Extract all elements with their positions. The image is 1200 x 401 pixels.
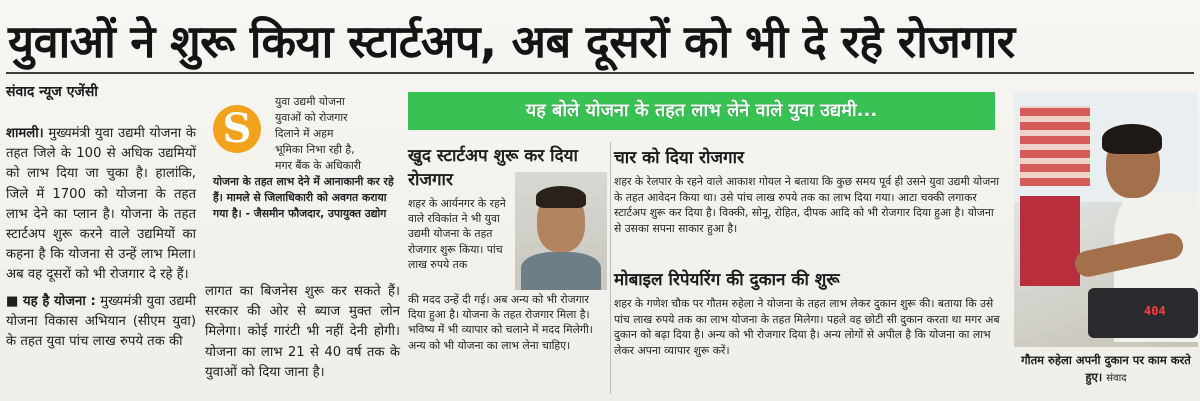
scheme-logo-icon: S [213, 105, 261, 153]
scheme-label: यह है योजना : [23, 293, 96, 309]
story3-heading: मोबाइल रिपेयरिंग की दुकान की शुरू [614, 270, 840, 290]
quote-line: युवाओं को रोजगार [275, 111, 348, 124]
photo-caption [1014, 352, 1198, 387]
headline: युवाओं ने शुरू किया स्टार्टअप, अब दूसरों को भी दे रहे रोजगार [8, 15, 1015, 68]
shop-photo [1014, 92, 1198, 347]
lead-column [6, 124, 196, 352]
machine-display: 404 [1144, 304, 1166, 318]
lead-text: मुख्यमंत्री युवा उद्यमी योजना के तहत जिले के 100 से अधिक उद्यमियों को लाभ दिया जा चुका है। हालांकि, जिले में 1700 को योजना के तहत लाभ देने का प्लान है। योजना के तहत स्टार्टअप शुरू करने वाले उद्यमियों का कहना है कि योजना से उन्हें लाभ मिला। अब वह दूसरों को भी रोजगार दे रहे हैं। [6, 126, 196, 283]
official-quote-box [205, 92, 400, 270]
photo-repair-machine [1088, 288, 1198, 338]
quote-rest: योजना के तहत लाभ देने में आनाकानी कर रहे हैं। मामले से जिलाधिकारी को अवगत कराया गया है। - जैसमीन फौजदार, उपायुक्त उद्योग [213, 175, 394, 220]
quote-line: दिलाने में अहम [275, 127, 334, 140]
caption-credit: संवाद [1106, 373, 1127, 384]
column-divider [610, 142, 611, 394]
ravikant-photo [515, 172, 607, 290]
byline: संवाद न्यूज एजेंसी [6, 84, 98, 100]
quote-line: युवा उद्यमी योजना [275, 95, 345, 108]
story2-text: शहर के रेलपार के रहने वाले आकाश गोयल ने बताया कि कुछ समय पूर्व ही उसने युवा उद्यमी योजना के तहत आवेदन किया था। उसे पांच लाख रुपये तक का लाभ दिया गया। आटा चक्की लगाकर स्टार्टअप शुरू कर दिया है। विक्की, सोनू, रोहित, दीपक आदि को भी रोजगार दिया हुआ है। योजना से उसका सपना साकार हुआ है। [614, 175, 1000, 235]
photo-hair-2 [1102, 124, 1162, 154]
official-quote [213, 94, 399, 222]
dateline: शामली। [6, 126, 44, 141]
story1-heading: खुद स्टार्टअप शुरू कर दिया रोजगार [408, 146, 578, 190]
story3-text: शहर के गणेश चौक पर गौतम रुहेला ने योजना के तहत लाभ लेकर दुकान शुरू की। बताया कि उसे पांच लाख रुपये तक का लाभ योजना के तहत मिलेगा। पहले वह छोटी सी दुकान करता था मगर अब दुकान को बढ़ा दिया है। अन्य को भी रोजगार दिया है। अन्य लोगों से अपील है कि योजना का लाभ लेकर अपना व्यापार शुरू करें। [614, 297, 1000, 357]
section-banner [408, 92, 995, 130]
headline-rule [6, 72, 1194, 74]
photo-shelf-boxes [1020, 106, 1090, 186]
quote-line: भूमिका निभा रही है, [275, 143, 355, 156]
story1-text-a: शहर के आर्यनगर के रहने वाले रविकांत ने भी युवा उद्यमी योजना के तहत रोजगार शुरू किया। पांच लाख रुपये तक [408, 197, 506, 271]
photo-red-cabinet [1020, 196, 1080, 286]
scheme-continued-text: लागत का बिजनेस शुरू कर सकते हैं। सरकार की ओर से ब्याज मुक्त लोन मिलेगा। कोई गारंटी भी नहीं देनी होगी। योजना का लाभ 21 से 40 वर्ष तक के युवाओं को दिया जाना है। [205, 284, 400, 380]
story1-text-b: की मदद उन्हें दी गई। अब अन्य को भी रोजगार दिया हुआ है। योजना के तहत रोजगार मिला है। भविष्य में भी व्यापार को चलाने में मदद मिलेगी। अन्य को भी योजना का लाभ लेना चाहिए। [408, 293, 593, 352]
banner-text: यह बोले योजना के तहत लाभ लेने वाले युवा उद्यमी... [525, 100, 878, 121]
scheme-paragraph: ■ यह है योजना : मुख्यमंत्री युवा उद्यमी योजना विकास अभियान (सीएम युवा) के तहत युवा पांच लाख रुपये तक की [6, 293, 196, 350]
photo-shirt [521, 252, 601, 290]
story2-heading: चार को दिया रोजगार [614, 148, 744, 168]
scheme-text: मुख्यमंत्री युवा उद्यमी योजना विकास अभियान (सीएम युवा) के तहत युवा पांच लाख रुपये तक की [6, 293, 196, 350]
caption-text: गौतम रुहेला अपनी दुकान पर काम करते हुए। [1021, 353, 1191, 384]
scheme-continued [205, 282, 400, 383]
photo-hair [536, 186, 586, 208]
quote-line: मगर बैंक के अधिकारी [275, 159, 361, 172]
lead-paragraph [6, 124, 196, 286]
